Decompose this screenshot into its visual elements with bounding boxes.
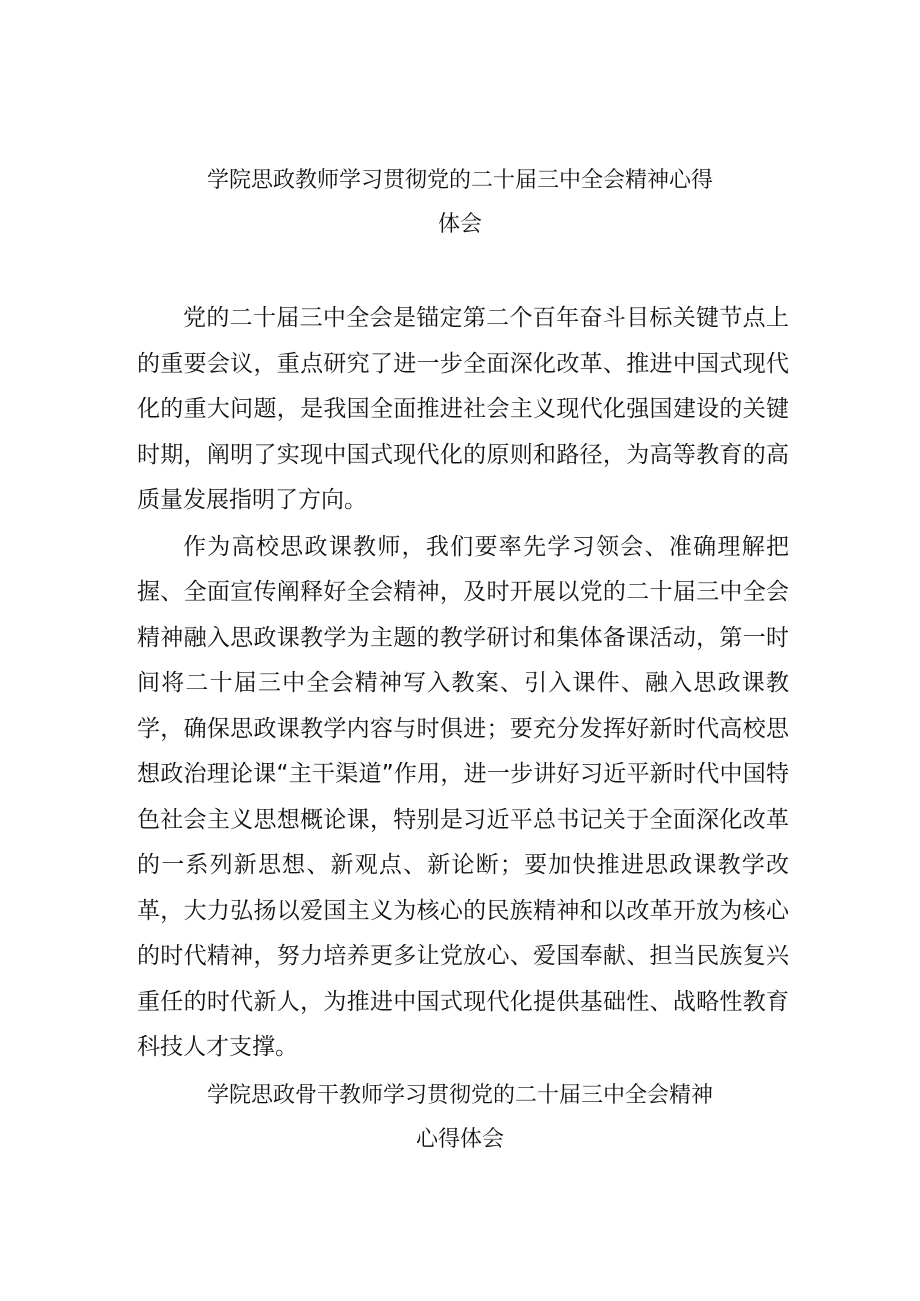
body-paragraph: 党的二十届三中全会是锚定第二个百年奋斗目标关键节点上的重要会议，重点研究了进一步全面深化改革、推进中国式现代化的重大问题，是我国全面推进社会主义现代化强国建设的关键时期，阐明了实现中国式现代化的原则和路径，为高等教育的高质量发展指明了方向。 (137, 305, 789, 513)
article-title-line: 学院思政骨干教师学习贯彻党的二十届三中全会精神 (206, 1083, 713, 1108)
article-title-line: 体会 (437, 212, 482, 237)
article-title-line: 心得体会 (415, 1127, 504, 1152)
article-title (130, 159, 790, 247)
article-body (137, 296, 789, 1071)
article-title (130, 1074, 790, 1162)
article-title-line: 学院思政教师学习贯彻党的二十届三中全会精神心得 (206, 168, 713, 193)
body-paragraph: 作为高校思政课教师，我们要率先学习领会、准确理解把握、全面宣传阐释好全会精神，及时开展以党的二十届三中全会精神融入思政课教学为主题的教学研讨和集体备课活动，第一时间将二十届三中全会精神写入教案、引入课件、融入思政课教学，确保思政课教学内容与时俱进；要充分发挥好新时代高校思想政治理论课“主干渠道”作用，进一步讲好习近平新时代中国特色社会主义思想概论课，特别是习近平总书记关于全面深化改革的一系列新思想、新观点、新论断；要加快推进思政课教学改革，大力弘扬以爱国主义为核心的民族精神和以改革开放为核心的时代精神，努力培养更多让党放心、爱国奉献、担当民族复兴重任的时代新人，为推进中国式现代化提供基础性、战略性教育科技人才支撑。 (137, 533, 789, 1060)
